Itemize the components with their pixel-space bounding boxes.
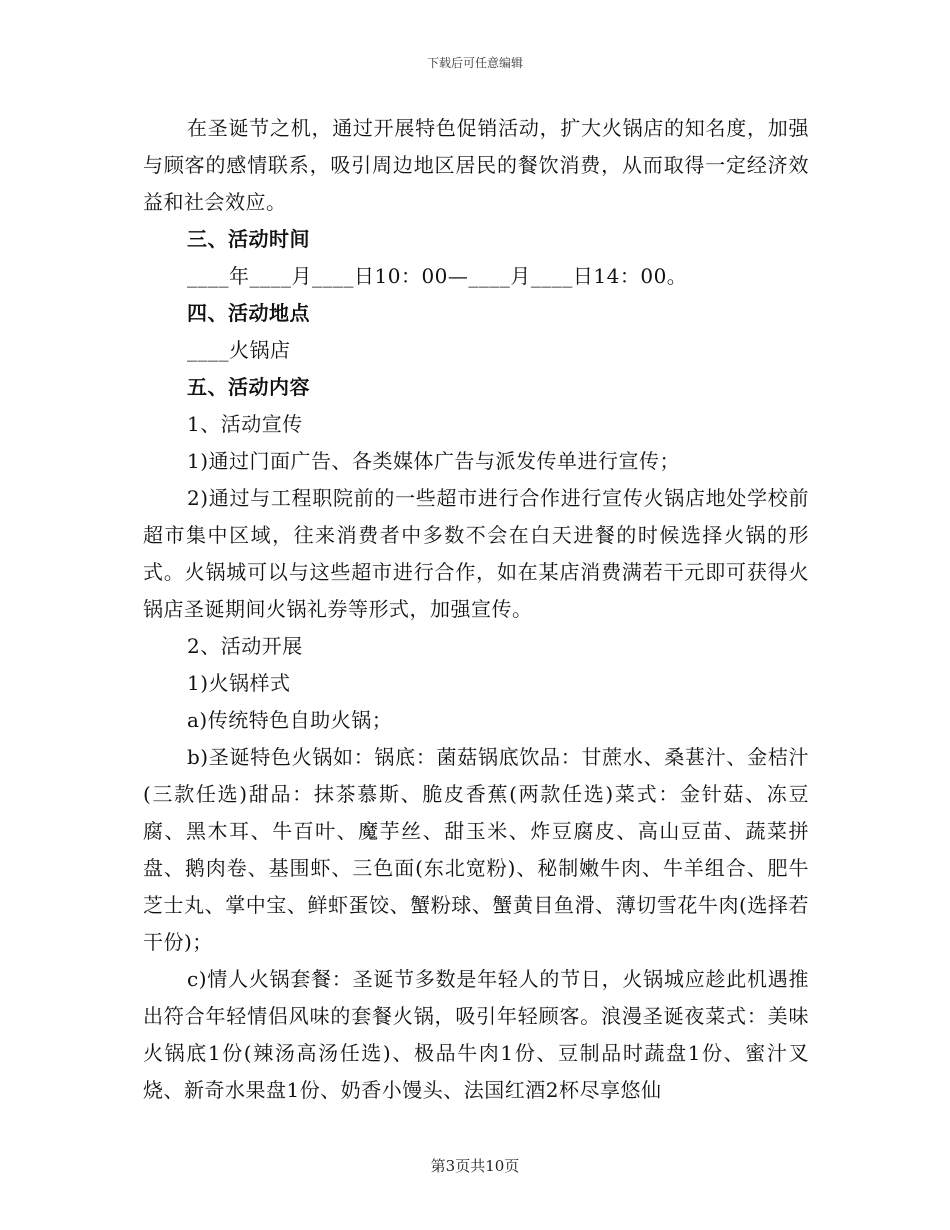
section-heading-location: 四、活动地点 (187, 301, 310, 325)
hotpot-style-b: b)圣诞特色火锅如：锅底：菌菇锅底饮品：甘蔗水、桑葚汁、金桔汁(三款任选)甜品：抹茶慕斯、脆皮香蕉(两款任选)菜式：金针菇、冻豆腐、黑木耳、牛百叶、魔芋丝、甜玉米、炸豆腐皮、高山豆苗、蔬菜拼盘、鹅肉卷、基围虾、三色面(东北宽粉)、秘制嫩牛肉、牛羊组合、肥牛芝士丸、掌中宝、鲜虾蛋饺、蟹粉球、蟹黄目鱼滑、薄切雪花牛肉(选择若干份)； (143, 745, 809, 954)
promotion-item-1: 1)通过门面广告、各类媒体广告与派发传单进行宣传； (187, 449, 681, 473)
page-footer: 第3页共10页 (430, 1157, 520, 1175)
hotpot-style-heading: 1)火锅样式 (187, 671, 291, 695)
promotion-item-2: 2)通过与工程职院前的一些超市进行合作进行宣传火锅店地处学校前超市集中区域，往来消费者中多数不会在白天进餐的时候选择火锅的形式。火锅城可以与这些超市进行合作，如在某店消费满若干元即可获得火锅店圣诞期间火锅礼券等形式，加强宣传。 (143, 486, 809, 621)
hotpot-style-c: c)情人火锅套餐：圣诞节多数是年轻人的节日，火锅城应趁此机遇推出符合年轻情侣风味的套餐火锅，吸引年轻顾客。浪漫圣诞夜菜式：美味火锅底1份(辣汤高汤任选)、极品牛肉1份、豆制品时蔬盘1份、蜜汁叉烧、新奇水果盘1份、奶香小馒头、法国红酒2杯尽享悠仙 (143, 967, 809, 1102)
section-heading-time: 三、活动时间 (187, 227, 310, 251)
activity-time-text: ____年____月____日10：00—____月____日14：00。 (187, 264, 688, 288)
subheading-promotion: 1、活动宣传 (187, 412, 303, 436)
section-heading-content: 五、活动内容 (187, 375, 310, 399)
subheading-development: 2、活动开展 (187, 634, 303, 658)
intro-paragraph: 在圣诞节之机，通过开展特色促销活动，扩大火锅店的知名度，加强与顾客的感情联系，吸引周边地区居民的餐饮消费，从而取得一定经济效益和社会效应。 (143, 116, 809, 214)
activity-location-text: ____火锅店 (187, 338, 291, 362)
document-body (143, 110, 809, 1109)
hotpot-style-a: a)传统特色自助火锅； (187, 708, 393, 732)
page-header: 下载后可任意编辑 (426, 56, 523, 70)
